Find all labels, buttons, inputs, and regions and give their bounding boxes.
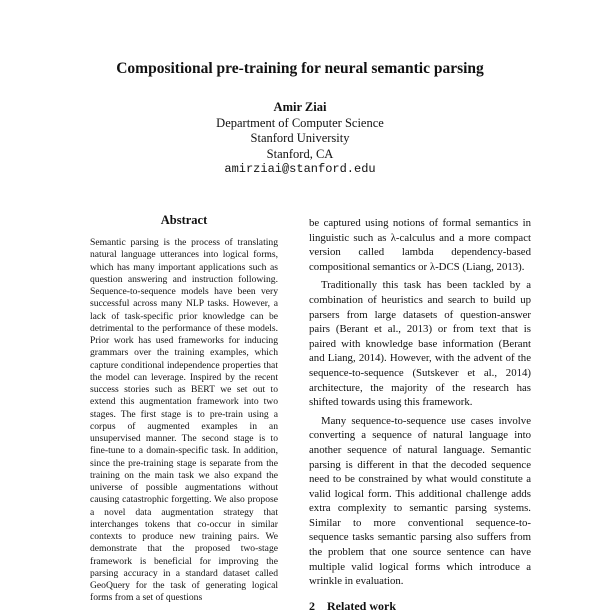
intro-paragraph-1: be captured using notions of formal semantics in linguistic such as λ-calculus and a more compact version called lambda dependency-based compositional semantics or λ-DCS (Liang, 2013). [309,217,531,273]
abstract-text: Semantic parsing is the process of translating natural language utterances into logical forms, which has many important applications such as question answering and instruction following. Sequence-to-sequence models have been very successful across many NLP tasks. However, a lack of task-specific prior knowledge can be detrimental to the performance of these models. Prior work has used frameworks for inducing grammars over the training examples, which capture conditional independence properties that the model can leverage. Inspired by the recent success stories such as BERT we set out to extend this augmentation framework into two stages. The first stage is to pre-train using a corpus of augmented examples in an unsupervised manner. The second stage is to fine-tune to a domain-specific task. In addition, since the pre-training stage is separate from the training on the main task we also expand the universe of possible augmentations without causing catastrophic forgetting. We also propose a novel data augmentation strategy that interchanges tokens that co-occur in similar contexts to produce new training pairs. We demonstrate that the proposed two-stage framework is beneficial for improving the parsing accuracy in a standard dataset called GeoQuery for the task of generating logical forms from a set of questions [90,237,278,604]
author-block [0,100,600,178]
author-email: amirziai@stanford.edu [224,162,376,176]
right-column [309,216,531,614]
abstract-heading: Abstract [160,213,208,227]
author-name: Amir Ziai [273,100,327,114]
section-title: Related work [327,598,396,613]
paper-title: Compositional pre-training for neural semantic parsing [116,60,484,77]
author-department: Department of Computer Science [216,115,384,130]
left-column [90,213,278,605]
intro-paragraph-2: Traditionally this task has been tackled by a combination of heuristics and search to build up parsers from large datasets of question-answer pairs (Berant et al., 2013) or from text that is paired with knowledge base information (Berant and Liang, 2014). However, with the advent of the sequence-to-sequence (Sutskever et al., 2014) architecture, the majority of the research has shifted towards using this framework. [309,279,531,409]
section-heading-related-work [309,599,531,614]
intro-paragraph-3: Many sequence-to-sequence use cases involve converting a sequence of natural language into another sequence of natural language. Semantic parsing is different in that the decoded sequence need to be constrained by what would constitute a valid logical form. This additional challenge adds extra complexity to semantic parsing systems. Similar to more conventional sequence-to-sequence tasks semantic parsing also suffers from the problem that one source sentence can have multiple valid logical forms which introduce a wrinkle in evaluation. [309,414,531,588]
author-location: Stanford, CA [266,146,334,161]
author-university: Stanford University [250,131,350,145]
section-number: 2 [309,598,315,613]
